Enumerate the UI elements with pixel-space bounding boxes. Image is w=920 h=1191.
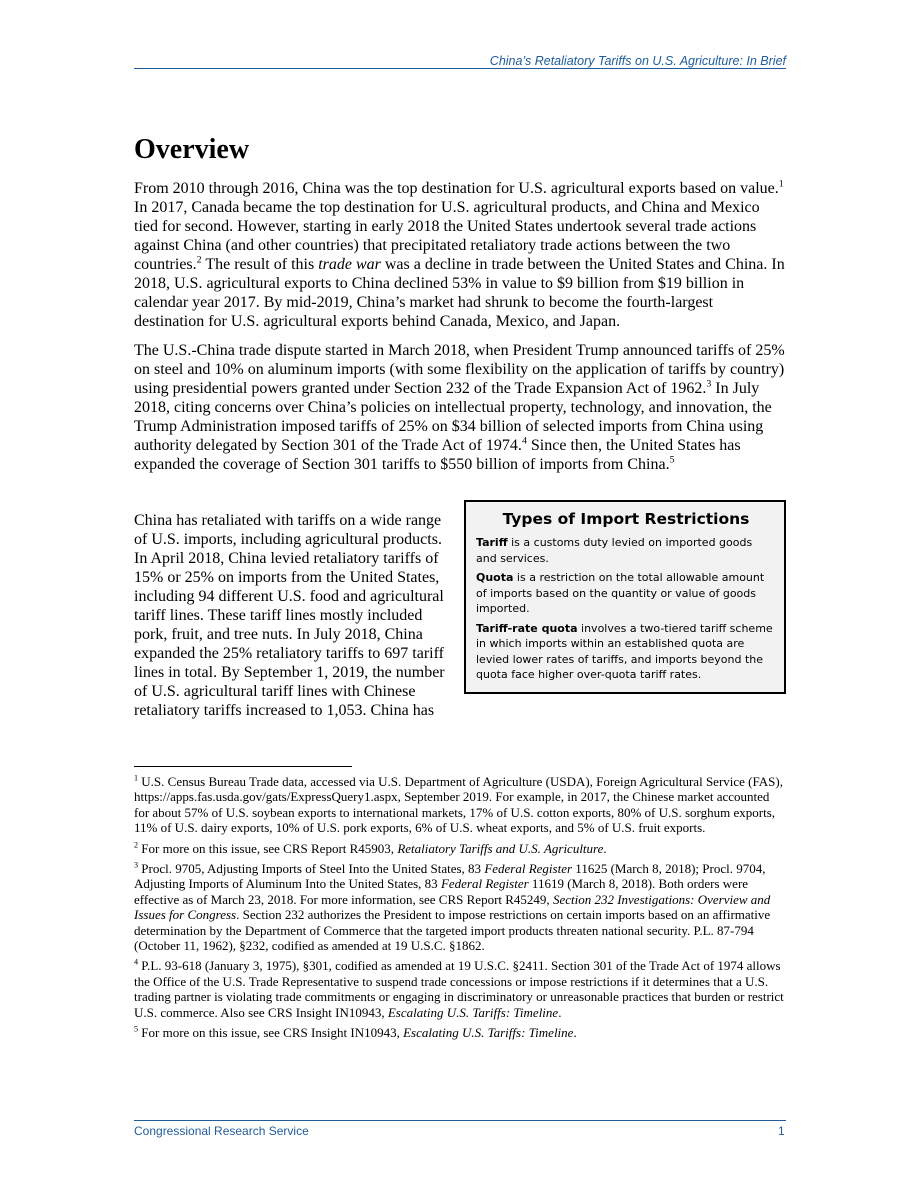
footnotes (134, 774, 786, 1046)
footnote-ref-4[interactable]: 4 (521, 435, 527, 447)
page-number: 1 (778, 1124, 785, 1138)
p2-text: Since then, the United States has expanded the coverage of Section 301 tariffs to $550 billion of imports from China. (134, 437, 741, 473)
report-title: Escalating U.S. Tariffs: Timeline (403, 1025, 574, 1041)
term-tariff-rate-quota: Tariff-rate quota (476, 621, 578, 635)
footnote-ref-5[interactable]: 5 (669, 454, 675, 466)
p3-text: China has retaliated with tariffs on a wide range of U.S. imports, including agricultural products. In April 2018, China levied retaliatory tariffs of 15% or 25% on imports from the United States, including 94 different U.S. food and agricultural tariff lines. These tariff lines mostly included pork, fruit, and tree nuts. In July 2018, China expanded the 25% retaliatory tariffs to 697 tariff lines in total. By September 1, 2019, the number of U.S. agricultural tariff lines with Chinese retaliatory tariffs increased to 1,053. China has (134, 512, 445, 719)
def-tariff: is a customs duty levied on imported goods and services. (476, 536, 753, 565)
footnote-3 (134, 861, 786, 953)
footnote-ref-2[interactable]: 2 (196, 254, 202, 266)
header-rule (134, 68, 786, 69)
footnote-text: 11619 (March 8, 2018). Both orders were effective as of March 23, 2018. For more information, see CRS Report R45249, (134, 876, 749, 907)
report-title: Escalating U.S. Tariffs: Timeline (387, 1004, 559, 1020)
footnote-text: U.S. Census Bureau Trade data, accessed via U.S. Department of Agriculture (USDA), Foreign Agricultural Service (FAS), https://apps.fas.usda.gov/gats/ExpressQuery1.aspx, September 2019. For example, in 2017, the Chinese market accounted for about 57% of U.S. soybean exports to international markets, 17% of U.S. cotton exports, 80% of U.S. sorghum exports, 11% of U.S. dairy exports, 10% of U.S. pork exports, 6% of U.S. wheat exports, and 5% of U.S. fruit exports. (134, 774, 783, 836)
def-tariff-rate-quota: involves a two-tiered tariff scheme in which imports within an established quota are levied lower rates of tariffs, and imports beyond the quota face higher over-quota tariff rates. (476, 621, 773, 681)
term-quota: Quota (476, 571, 514, 584)
footnote-text: P.L. 93-618 (January 3, 1975), §301, codified as amended at 19 U.S.C. §2411. Section 301 of the Trade Act of 1974 allows the Office of the U.S. Trade Representative to suspend trade concessions or impose restrictions if it determines that a U.S. trading partner is violating trade commitments or engaging in discriminatory or unreasonable practices that burden or restrict U.S. commerce. Also see CRS Insight IN10943, (134, 958, 784, 1020)
paragraph-2 (134, 341, 786, 474)
footnote-ref-1[interactable]: 1 (778, 178, 784, 190)
footer-rule (134, 1120, 786, 1121)
footnote-text: Procl. 9705, Adjusting Imports of Steel Into the United States, 83 (138, 861, 485, 877)
footnote-4 (134, 958, 786, 1020)
footnote-number: 5 (134, 1024, 139, 1034)
term-tariff: Tariff (476, 536, 508, 549)
footnote-1 (134, 774, 786, 836)
publication-title: Federal Register (484, 861, 573, 877)
footnote-ref-3[interactable]: 3 (706, 378, 712, 390)
report-title: Section 232 Investigations: Overview and Issues for Congress (134, 891, 771, 923)
footnote-text: . (573, 1025, 577, 1041)
publication-title: Federal Register (440, 876, 529, 892)
paragraph-3 (134, 511, 786, 720)
footnote-text: . (603, 840, 607, 856)
footnote-5 (134, 1025, 786, 1040)
p1-text: The result of this (201, 256, 319, 273)
p1-text: was a decline in trade between the United States and China. In 2018, U.S. agricultural exports to China declined 53% in value to $9 billion from $19 billion in calendar year 2017. By mid-2019, China’s market had shrunk to become the fourth-largest destination for U.S. agricultural exports behind Canada, Mexico, and Japan. (134, 256, 785, 330)
definition-quota (476, 570, 776, 617)
section-heading: Overview (134, 134, 250, 165)
footnote-number: 2 (134, 840, 139, 850)
footnote-text: . (558, 1004, 562, 1020)
footnote-number: 1 (134, 773, 139, 783)
footnote-divider (134, 766, 352, 767)
paragraph-1 (134, 179, 786, 331)
footnote-text: For more on this issue, see CRS Insight IN10943, (138, 1025, 404, 1041)
report-title: Retaliatory Tariffs and U.S. Agriculture (397, 840, 604, 856)
box-title: Types of Import Restrictions (502, 510, 750, 528)
definition-tariff (476, 535, 776, 566)
p1-text: In 2017, Canada became the top destination for U.S. agricultural products, and China and Mexico tied for second. However, starting in early 2018 the United States undertook several trade actions against China (and other countries) that precipitated retaliatory trade actions between the two countries. (134, 199, 760, 273)
def-quota: is a restriction on the total allowable amount of imports based on the quantity or value of goods imported. (476, 571, 765, 615)
p1-italic-term: trade war (318, 256, 381, 273)
p2-text: The U.S.-China trade dispute started in March 2018, when President Trump announced tariffs of 25% on steel and 10% on aluminum imports (with some flexibility on the application of tariffs by country) using presidential powers granted under Section 232 of the Trade Expansion Act of 1962. (134, 342, 785, 397)
footer-organization: Congressional Research Service (134, 1124, 309, 1138)
footnote-text: 11625 (March 8, 2018); Procl. 9704, Adjusting Imports of Aluminum Into the United States, 83 (134, 861, 766, 892)
definition-tariff-rate-quota (476, 621, 776, 683)
import-restrictions-box (464, 500, 786, 694)
footnote-number: 3 (134, 860, 139, 870)
footnote-text: For more on this issue, see CRS Report R45903, (138, 840, 398, 856)
p2-text: In July 2018, citing concerns over China’s policies on intellectual property, technology, and innovation, the Trump Administration imposed tariffs of 25% on $34 billion of selected imports from China using authority delegated by Section 301 of the Trade Act of 1974. (134, 380, 772, 454)
running-header: China’s Retaliatory Tariffs on U.S. Agriculture: In Brief (489, 54, 786, 68)
footnote-text: . Section 232 authorizes the President to impose restrictions on certain imports based on an affirmative determination by the Department of Commerce that the targeted import products threaten national security. P.L. 87-794 (October 11, 1962), §232, codified as amended at 19 U.S.C. §1862. (134, 907, 771, 954)
footnote-2 (134, 841, 786, 856)
footnote-number: 4 (134, 958, 139, 968)
p1-text: From 2010 through 2016, China was the top destination for U.S. agricultural exports based on value. (134, 180, 779, 197)
